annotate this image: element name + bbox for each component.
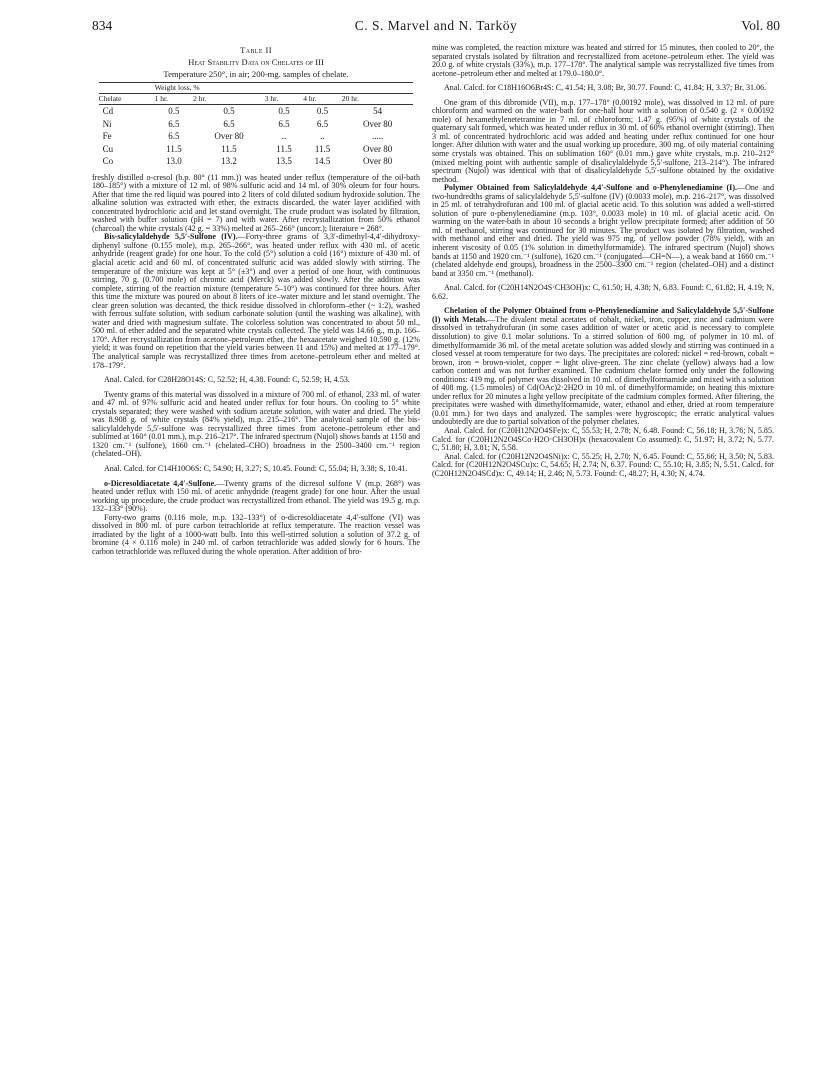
chelate-column-header: Chelate (99, 94, 155, 105)
column-header: 20 hr. (342, 94, 414, 105)
value-cell: Over 80 (363, 143, 393, 154)
section-heading: Polymer Obtained from Salicylaldehyde 4,4′-Sulfone and o-Phenylenediamine (I). (444, 183, 738, 193)
section-heading: Bis-salicylaldehyde 5,5′-Sulfone (IV). (104, 232, 238, 242)
body-paragraph: freshly distilled o-cresol (b.p. 80° (11 mm.)) was heated under reflux (temperature of the oil-bath 180–185°) with a mixture of 12 ml. of 98% sulfuric acid and 14 ml. of 30% oleum for four hours. After that time the red liquid was poured into 2 liters of cold diluted sodium hydroxide solution. The alkaline solution was extracted with ether, the extracts discarded, the water layer acidified with concentrated hydrochloric acid and let stand overnight. The crude product was isolated by filtration, washed with buffer solution (pH = 7) and with water. After recrystallization from 50% ethanol (charcoal) the white crystals (42 g. = 33%) melted at 265–266° (uncorr.); literature = 268°. (92, 172, 420, 233)
body-paragraph: One gram of this dibromide (VII), m.p. 177–178° (0.00192 mole), was dissolved in 12 ml. of pure chloroform and warmed on the water-bath for one-half hour with a solution of 0.540 g. (2 × 0.00192 mole) of hexamethylenetetramine in 7 ml. of chloroform; 1.47 g. (95%) of white crystals of the quaternary salt formed, which was heated under reflux in 30 ml. of 60% ethanol overnight (stirring). Then 3 ml. of concentrated hydrochloric acid was added and heating under reflux continued for one hour longer. After dilution with water and the usual working up procedure, 300 mg. of oily material containing some crystals was obtained. This on sublimation 160° (0.01 mm.) gave white crystals, m.p. 210–212° (mixed melting point with authentic sample of disalicylaldehyde 5,5′-sulfone, 213–214°). The infrared spectrum (Nujol) was identical with that of disalicylaldehyde 5,5′-sulfone obtained by the oxidative method. (432, 97, 774, 184)
table-label: Table II (240, 45, 272, 55)
analysis-paragraph: Anal. Calcd. for C18H16O6Br4S: C, 41.54; H, 3.08; Br, 30.77. Found: C, 41.84; H, 3.37; Br, 31.06. (444, 83, 767, 93)
volume-label: Vol. 80 (741, 18, 780, 33)
left-column (92, 44, 420, 1059)
analysis-paragraph: Anal. Calcd. for (C20H12N2O4SFe)x: C, 55.53; H, 2.78; N, 6.48. Found: C, 56.18; H, 3.76; N, 5.85. Calcd. for (C20H12N2O4SCo·H2O·CH3OH)x (hexacovalent Co assumed): C, 51.97; H, 3.72; N, 5.77. C, 51.80; H, 3.81; N, 5.58. (432, 425, 774, 453)
value-cell: 13.2 (221, 156, 237, 166)
value-cell: 13.0 (166, 156, 182, 166)
body-paragraph: mine was completed, the reaction mixture was heated and stirred for 15 minutes, then cooled to 20°, the separated crystals isolated by filtration and recrystallized from acetone–petroleum ether. The yield was 20.0 g. of white crystals (33%), m.p. 177–178°. The analytical sample was recrystallized five times from acetone–petroleum ether and melted at 179.0–180.0°. (432, 44, 774, 78)
chelate-cell: Cd (102, 106, 114, 116)
value-cell: 11.5 (276, 143, 292, 154)
column-header: 1 hr. (155, 94, 194, 105)
heat-stability-table-block (92, 44, 420, 168)
analysis-paragraph: Anal. Calcd. for C28H28O14S: C, 52.52; H, 4.38. Found: C, 52.59; H, 4.53. (104, 375, 350, 385)
table-conditions: Temperature 250°, in air; 200-mg. samples of chelate. (163, 69, 349, 79)
value-cell: 6.5 (223, 118, 235, 129)
body-paragraph: Forty-two grams (0.116 mole, m.p. 132–133°) of o-dicresoldiacetate 4,4′-sulfone (VI) was dissolved in 800 ml. of pure carbon tetrachloride at reflux temperature. The reaction vessel was irradiated by the light of a 1000-watt bulb. Into this well-stirred solution a solution of 37.2 g. of bromine (4 × 0.116 mole) in 240 ml. of carbon tetrachloride was added slowly for 6 hours. The carbon tetrachloride was refluxed during the whole operation. After addition of bro- (92, 512, 420, 556)
chelate-cell: Fe (102, 131, 112, 141)
value-cell: 0.5 (223, 106, 235, 116)
table-title: Heat Stability Data on Chelates of III (188, 57, 324, 67)
value-cell: Over 80 (363, 118, 393, 129)
weight-loss-span-header: Weight loss, % (155, 83, 414, 94)
body-paragraph (92, 480, 420, 514)
table-row (99, 130, 414, 143)
analysis-paragraph: Anal. Calcd. for C14H10O6S: C, 54.90; H, 3.27; S, 10.45. Found: C, 55.04; H, 3.38; S, 10.41. (104, 464, 408, 473)
section-heading: o-Dicresoldiacetate 4,4′-Sulfone. (104, 478, 217, 488)
paragraph-text: —Twenty grams of the dicresol sulfone V (m.p. 268°) was heated under reflux with 150 ml. of acetic anhydride (reagent grade) for one hour. After the usual working up procedure, the crude product was recrystallized from ethanol. The yield was 19.5 g. m.p. 132–133° (90%). (92, 478, 420, 514)
value-cell: 11.5 (314, 143, 331, 154)
paragraph-text: —One and two-hundredths grams of salicylaldehyde 5,5′-sulfone (IV) (0.0033 mole), m.p. 216–217°, was dissolved in 25 ml. of tetrahydrofuran and 100 ml. of glacial acetic acid. To this solution was added a well-stirred solution of pure o-phenylenediamine (m.p. 103°, 0.0033 mole) in 10 ml. of glacial acetic acid. On warming on the water-bath in about 10 seconds a bright yellow precipitate formed; after addition of 50 ml. of methanol, stirring was continued for 30 minutes. The product was isolated by filtration, washed with methanol and ether and dried. The yield was 975 mg. of yellow powder (78% yield), with an inherent viscosity of 0.05 (1% solution in dimethylformamide). The infrared spectrum (Nujol) shows bands at 1150 and 1920 cm.⁻¹ (sulfone), 1620 cm.⁻¹ (conjugated—CH=N—), a weak band at 1660 cm.⁻¹ (chelated aldehyde end groups), broadness in the 2500–3300 cm.⁻¹ region (chelated–OH) and a distinct band at 3350 cm.⁻¹ (methanol). (432, 183, 774, 278)
column-header: 4 hr. (303, 94, 342, 105)
page-header (92, 18, 780, 38)
value-cell: 11.5 (221, 143, 237, 154)
right-column (432, 44, 774, 1059)
body-paragraph (432, 184, 774, 278)
value-cell: 54 (373, 106, 383, 116)
analysis-paragraph: Anal. Calcd. for (C20H14N2O4S·CH3OH)x: C, 61.50; H, 4.38; N, 6.83. Found: C, 61.82; H, 4.19; N, 6.62. (432, 283, 774, 301)
value-cell: 6.5 (278, 118, 290, 129)
value-cell: 0.5 (168, 106, 180, 116)
table-row (99, 143, 414, 156)
value-cell: 13.5 (276, 156, 292, 166)
chelate-cell: Ni (102, 118, 112, 129)
analysis-paragraph: Anal. Calcd. for (C20H12N2O4SNi)x: C, 55.25; H, 2.70; N, 6.45. Found: C, 55.66; H, 3.50; N, 5.83. Calcd. for (C20H12N2O4SCu)x: C, 54.65; H, 2.74; N, 6.37. Found: C, 55.10; H, 3.85; N, 5.51. Calcd. for (C20H12N2O4SCd)x: C, 49.14; H, 2.46; N, 5.73. Found: C, 48.27; H, 4.30; N, 4.74. (432, 451, 774, 478)
value-cell: 6.5 (316, 118, 329, 129)
body-paragraph: Twenty grams of this material was dissolved in a mixture of 700 ml. of ethanol, 233 ml. of water and 47 ml. of 97% sulfuric acid and heated under reflux for four hours. On cooling to 5° white crystals separated; they were washed with sodium acetate solution, with water and dried. The yield was 8.908 g. of white crystals (84% yield), m.p. 215–216°. The analytical sample of the bis-salicylaldehyde 5,5′-sulfone was recrystallized three times from acetone–petroleum ether and sublimed at 160° (0.01 mm.), m.p. 216–217°. The infrared spectrum (Nujol) shows bands at 1150 and 1320 cm.⁻¹ (sulfone), 1660 cm.⁻¹ (chelated–CHO) broadness in the 2500–3400 cm.⁻¹ region (chelated–OH). (92, 389, 420, 459)
body-paragraph (92, 233, 420, 370)
value-cell: 11.5 (166, 143, 182, 154)
value-cell: Over 80 (214, 131, 244, 141)
value-cell: ..... (372, 131, 384, 141)
value-cell: 6.5 (168, 131, 180, 141)
paragraph-text: —The divalent metal acetates of cobalt, nickel, iron, copper, zinc and cadmium were dissolved in tetrahydrofuran (in some cases addition of water or acetic acid is necessary to complete dissolution) to give 0.1 molar solutions. To a stirred solution of 600 mg. of polymer in 10 ml. of dimethylformamide 36 ml. of the metal acetate solution was added slowly and stirring was continued in a closed vessel at room temperature for two days. The precipitates are colored: nickel = red-brown, cobalt = brown, iron = brown-violet, copper = light olive-green. The zinc chelate (yellow) always had a low carbon content and was not further examined. The cadmium chelate formed only under the following conditions: 419 mg. of polymer was dissolved in 10 ml. of dimethylformamide and mixed with a solution of 408 mg. (1.5 mmoles) of Cd(OAc)2·2H2O in 10 ml. of dimethylformamide; on heating this mixture under reflux for 20 minutes a light yellow precipitate of the cadmium complex formed. After filtering, the precipitates were washed with dimethylformamide, water, ethanol and ether, dried at room temperature (0.01 mm.) for two days and analyzed. The samples were hygroscopic; the erratic analytical values undoubtedly are due to partial solvation of the polymer chelates. (432, 314, 774, 427)
page-number: 834 (92, 18, 113, 33)
section-heading: Chelation of the Polymer Obtained from o-Phenylenediamine and Salicylaldehyde 5,5′-Sulfone (I) with Metals. (432, 306, 774, 324)
paragraph-text: —Forty-three grams of 3,3′-dimethyl-4,4′-dihydroxy-diphenyl sulfone (0.155 mole), m.p. 265–266°, was heated under reflux with 430 ml. of acetic anhydride (reagent grade) for one hour. To the cold (5°) solution a cold (16°) mixture of 430 ml. of glacial acetic acid and 60 ml. of concentrated sulfuric acid was added slowly with stirring. The temperature of the mixture was kept at 5° (±3°) and over a period of one hour, with continuous stirring, 70 g. (0.700 mole) of chromic acid (Merck) was added slowly. After the addition was complete, stirring of the reaction mixture (temperature 5–10°) was continued for three hours. After this time the mixture was poured on about 8 liters of ice–water mixture and let stand overnight. The clear green solution was decanted, the thick residue dissolved in chloroform–ether (~ 1:2), washed with ferrous sulfate solution, with sodium carbonate solution (until the washing was alkaline), with water and dried with magnesium sulfate. The colorless solution was concentrated to about 50 ml., 500 ml. of ether added and the separated white crystals collected. The yield was 14.66 g., m.p. 166–170°. After recrystallization from acetone–petroleum ether, the hexaacetate weighed 10.590 g. (12% yield; it was found on repetition that the yield varies between 11 and 15%) and melted at 177–179°. The analytical sample was recrystallized three times from acetone–petroleum ether and melted at 178–179°. (92, 232, 420, 370)
value-cell: 0.5 (278, 106, 290, 116)
value-cell: 14.5 (314, 156, 331, 166)
body-paragraph (432, 307, 774, 427)
table-row (99, 105, 414, 118)
table-row (99, 118, 414, 131)
table-row (99, 155, 414, 168)
column-header: 2 hr. (193, 94, 265, 105)
chelate-cell: Cu (102, 143, 114, 154)
chelate-cell: Co (102, 156, 114, 166)
value-cell: 0.5 (316, 106, 329, 116)
value-cell: Over 80 (363, 156, 393, 166)
column-header: 3 hr. (265, 94, 304, 105)
heat-stability-table (99, 82, 414, 168)
value-cell: .. (320, 131, 325, 141)
value-cell: .. (281, 131, 287, 141)
value-cell: 6.5 (168, 118, 180, 129)
running-head-authors: C. S. Marvel and N. Tarköy (354, 18, 518, 33)
